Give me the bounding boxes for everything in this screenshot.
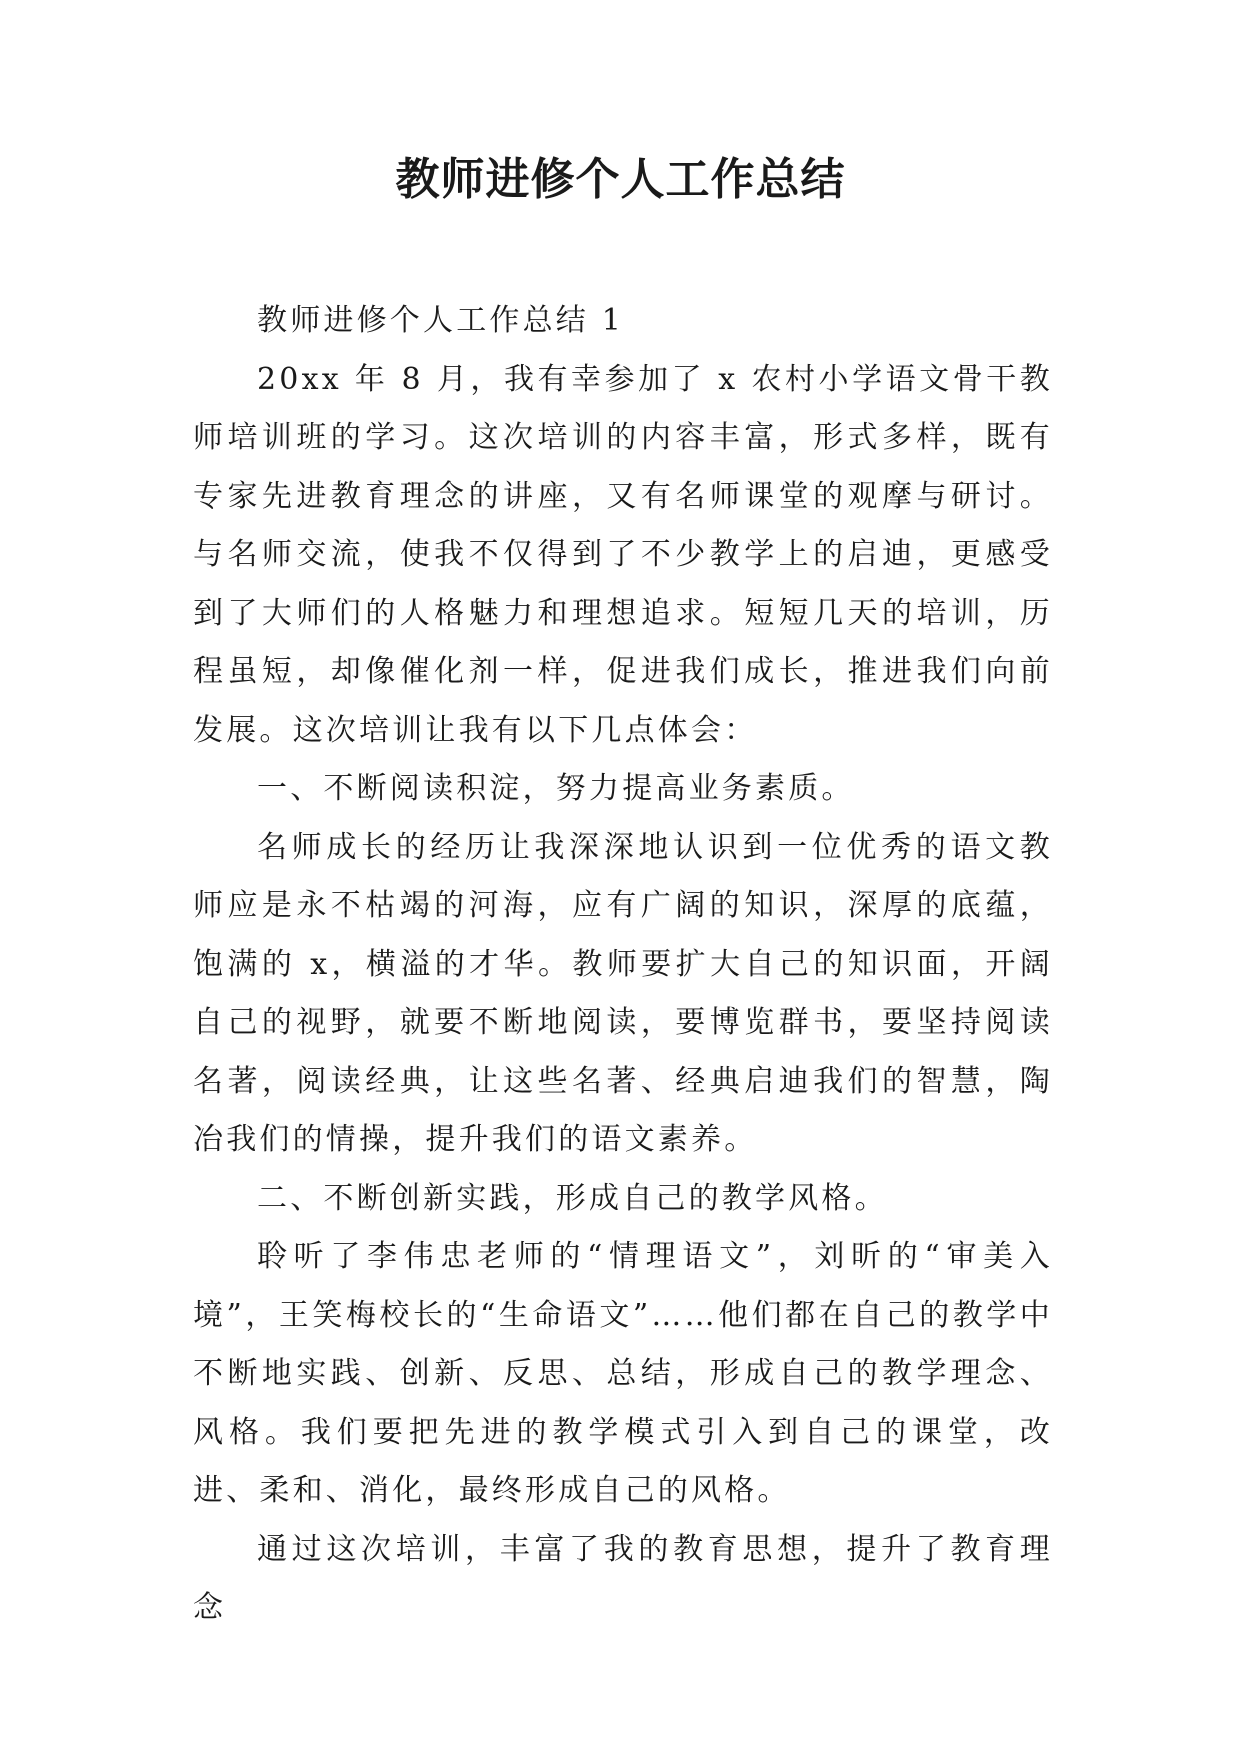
subsection-heading: 一、不断阅读积淀，努力提高业务素质。	[257, 771, 855, 806]
document-body	[193, 292, 1053, 1638]
subsection-heading: 二、不断创新实践，形成自己的教学风格。	[257, 1180, 888, 1216]
paragraph: 通过这次培训，丰富了我的教育思想，提升了教育理念	[193, 1531, 1053, 1625]
paragraph: 名师成长的经历让我深深地认识到一位优秀的语文教师应是永不枯竭的河海，应有广阔的知识，深厚的底蕴，饱满的 x，横溢的才华。教师要扩大自己的知识面，开阔自己的视野，就要不断地阅读，要博览群书，要坚持阅读名著，阅读经典，让这些名著、经典启迪我们的智慧，陶冶我们的情操，提升我们的语文素养。	[193, 829, 1053, 1157]
document-title: 教师进修个人工作总结	[395, 154, 846, 205]
paragraph: 聆听了李伟忠老师的“情理语文”，刘昕的“审美入境”，王笑梅校长的“生命语文”……他们都在自己的教学中不断地实践、创新、反思、总结，形成自己的教学理念、风格。我们要把先进的教学模式引入到自己的课堂，改进、柔和、消化，最终形成自己的风格。	[193, 1239, 1053, 1508]
paragraph: 20xx 年 8 月，我有幸参加了 x 农村小学语文骨干教师培训班的学习。这次培训的内容丰富，形式多样，既有专家先进教育理念的讲座，又有名师课堂的观摩与研讨。与名师交流，使我不仅得到了不少教学上的启迪，更感受到了大师们的人格魅力和理想追求。短短几天的培训，历程虽短，却像催化剂一样，促进我们成长，推进我们向前发展。这次培训让我有以下几点体会：	[193, 361, 1053, 748]
section-heading: 教师进修个人工作总结 1	[257, 303, 625, 338]
